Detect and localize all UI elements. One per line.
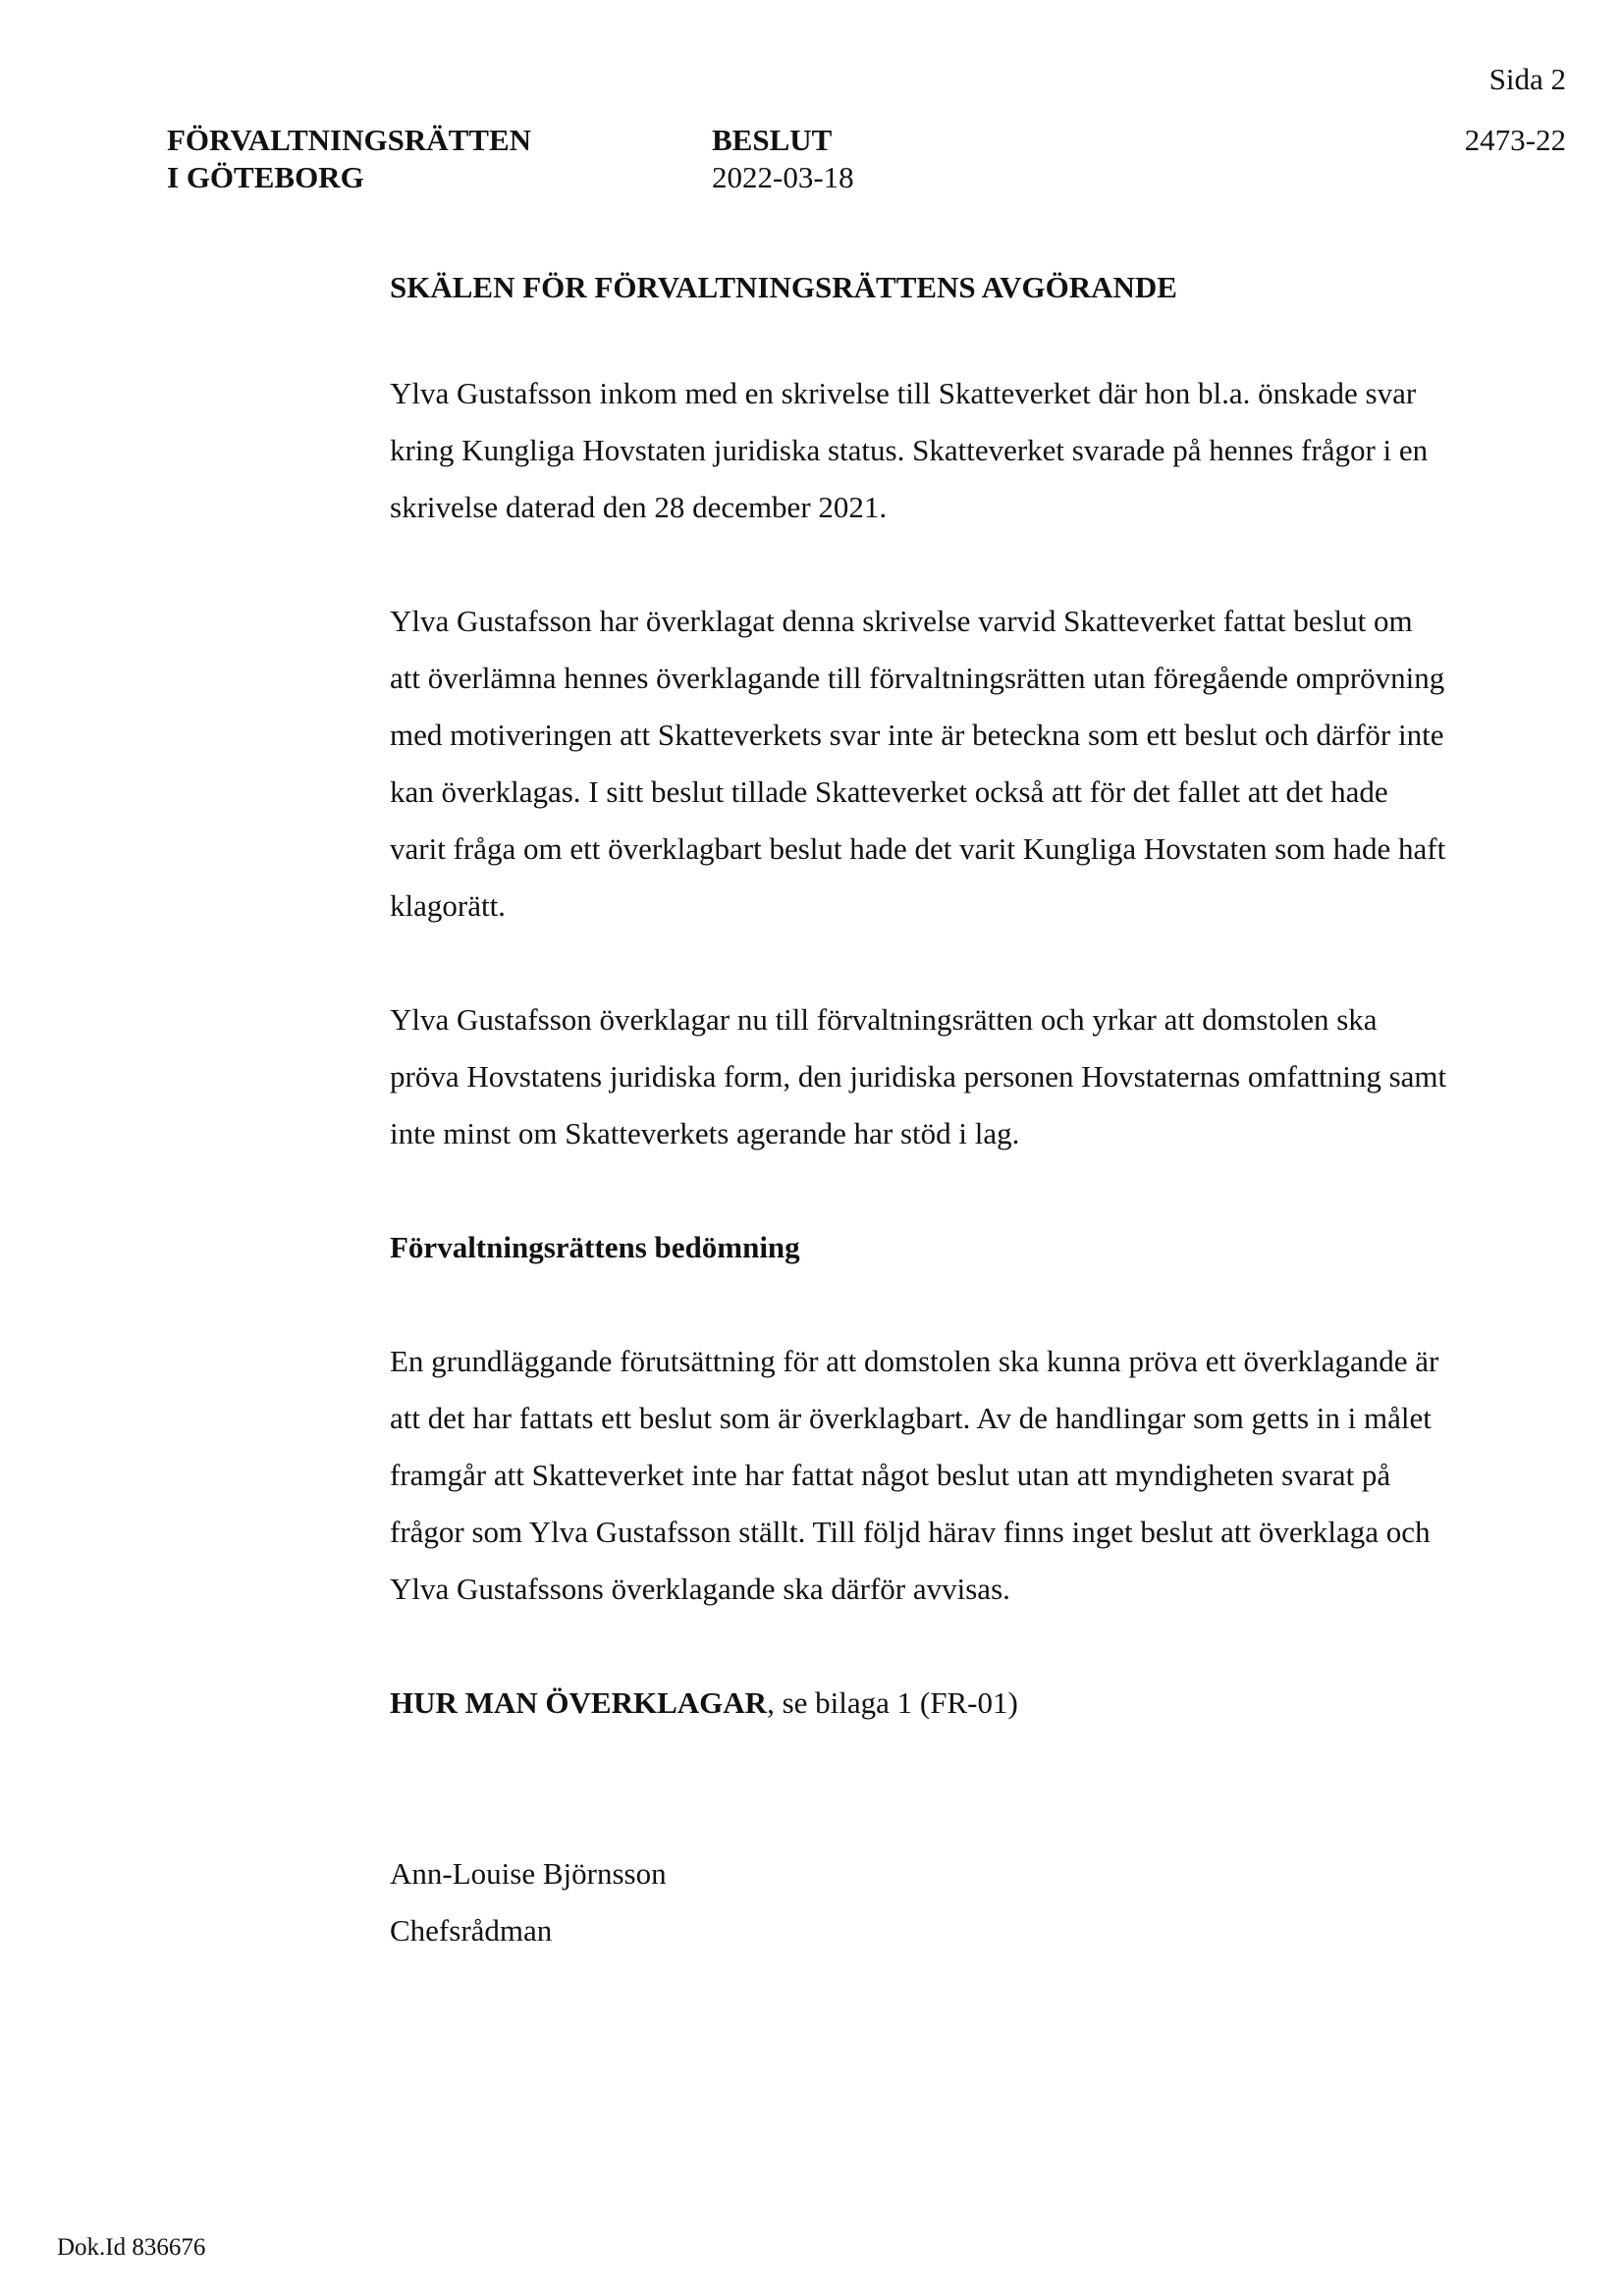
signature-block [390,1845,1450,1959]
section-heading: SKÄLEN FÖR FÖRVALTNINGSRÄTTENS AVGÖRANDE [390,270,1177,304]
court-name-line1: FÖRVALTNINGSRÄTTEN [167,123,532,157]
signatory-title: Chefsrådman [390,1913,553,1948]
court-name [167,122,531,196]
paragraph-claim: Ylva Gustafsson överklagar nu till förvaltningsrätten och yrkar att domstolen ska pröva Hovstatens juridiska form, den juridiska personen Hovstaternas omfattning samt inte minst om Skatteverkets agerande har stöd i lag. [390,1002,1447,1150]
document-type-block [712,122,854,196]
court-name-line2: I GÖTEBORG [167,160,364,194]
decision-date: 2022-03-18 [712,160,854,194]
paragraph-assessment: En grundläggande förutsättning för att domstolen ska kunna pröva ett överklagande är att det har fattats ett beslut som är överklagbart. Av de handlingar som getts in i målet framgår att Skatteverket inte har fattat något beslut utan att myndigheten svarat på frågor som Ylva Gustafsson ställt. Till följd härav finns inget beslut att överklaga och Ylva Gustafssons överklagande ska därför avvisas. [390,1344,1439,1606]
signatory-name: Ann-Louise Björnsson [390,1856,667,1891]
case-number: 2473-22 [1464,123,1566,157]
document-body [390,267,1450,1959]
page-number: Sida 2 [1489,62,1566,96]
assessment-heading: Förvaltningsrättens bedömning [390,1230,800,1264]
appeal-instructions-label: HUR MAN ÖVERKLAGAR [390,1685,768,1720]
appeal-instructions-reference: , se bilaga 1 (FR-01) [767,1685,1018,1720]
document-id: Dok.Id 836676 [57,2234,206,2261]
paragraph-appeal-history: Ylva Gustafsson har överklagat denna skrivelse varvid Skatteverket fattat beslut om att överlämna hennes överklagande till förvaltningsrätten utan föregående omprövning med motiveringen att Skatteverkets svar inte är beteckna som ett beslut och därför inte kan överklagas. I sitt beslut tillade Skatteverket också att för det fallet att det hade varit fråga om ett överklagbart beslut hade det varit Kungliga Hovstaten som hade haft klagorätt. [390,604,1446,923]
document-type: BESLUT [712,123,833,157]
paragraph-background: Ylva Gustafsson inkom med en skrivelse till Skatteverket där hon bl.a. önskade svar kring Kungliga Hovstaten juridiska status. Skatteverket svarade på hennes frågor i en skrivelse daterad den 28 december 2021. [390,376,1429,524]
appeal-instructions [390,1675,1450,1732]
